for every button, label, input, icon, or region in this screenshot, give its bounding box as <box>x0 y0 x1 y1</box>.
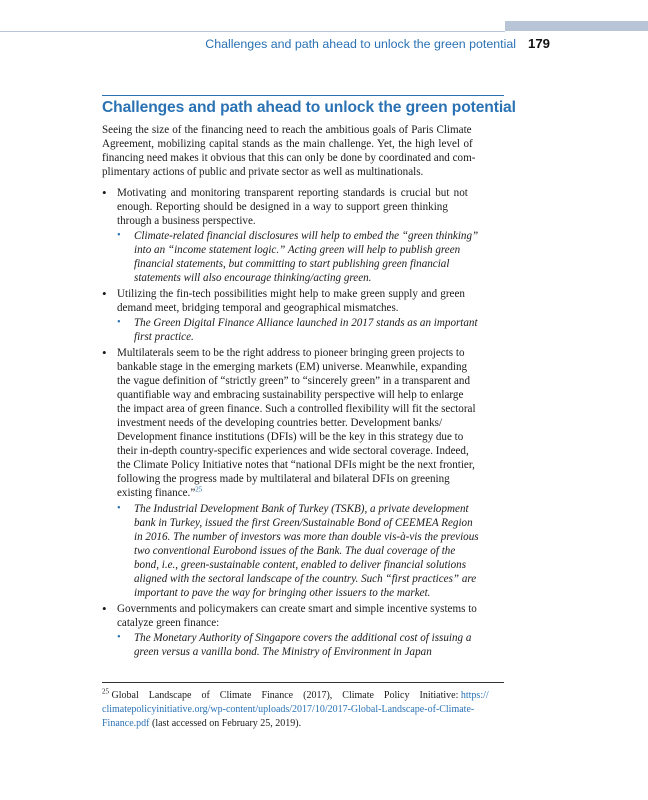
sub-bullet-line: into an “income statement logic.” Acting green will help to publish green <box>134 244 461 256</box>
bullet-line: Motivating and monitoring transparent reporting standards is crucial but not <box>117 187 468 199</box>
intro-line: Seeing the size of the financing need to reach the ambitious goals of Paris Climate <box>102 124 472 136</box>
sub-bullet-line: The Green Digital Finance Alliance launched in 2017 stands as an important <box>134 317 478 329</box>
section-rule <box>102 95 504 96</box>
bullet-line: quantifiable way and embracing sustainability perspective will help to enlarge <box>117 389 464 401</box>
sub-bullet-line: financial statements, but committing to start publishing green financial <box>134 258 450 270</box>
intro-line: Agreement, mobilizing capital stands as the main challenge. Yet, the high level of <box>102 138 473 150</box>
sub-bullet-line: aligned with the sectoral landscape of the country. Such “first practices” are <box>134 573 477 585</box>
page-number: 179 <box>527 36 550 51</box>
running-header <box>100 36 550 51</box>
bullet-marker: • <box>102 286 107 301</box>
bullet-line: bankable stage in the emerging markets (EM) universe. Meanwhile, expanding <box>117 361 468 373</box>
bullet-line: Governments and policymakers can create smart and simple incentive systems to <box>117 603 477 615</box>
footnote-reference[interactable]: 25 <box>195 485 203 494</box>
sub-bullet-line: important to pave the way for bringing other issuers to the market. <box>134 587 431 599</box>
footnote-line <box>102 703 474 717</box>
sub-bullet-line: bank in Turkey, issued the first Green/Sustainable Bond of CEEMEA Region <box>134 517 473 529</box>
header-rule <box>0 31 505 32</box>
sub-bullet-marker: • <box>117 503 121 514</box>
sub-bullet-marker: • <box>117 632 121 643</box>
bullet-line: their in-depth country-specific experiences and wide sectoral coverage. Indeed, <box>117 445 469 457</box>
bullet-line: the vague definition of “strictly green” to “sincerely green” in a transparent and <box>117 375 471 387</box>
footnote-link[interactable]: Finance.pdf <box>102 718 150 729</box>
footnote-line: Finance.pdf (last accessed on February 25, 2019). <box>102 718 302 729</box>
bullet-line: following the progress made by multilateral and bilateral DFIs on greening <box>117 473 450 485</box>
sub-bullet-line: bond, i.e., green-sustainable content, enabled to deliver financial solutions <box>134 559 467 571</box>
sub-bullet-marker: • <box>117 317 121 328</box>
footnote-rule <box>102 682 504 683</box>
bullet-marker: • <box>102 185 107 200</box>
sub-bullet-line: green versus a vanilla bond. The Ministry of Environment in Japan <box>134 646 432 658</box>
section-title: Challenges and path ahead to unlock the green potential <box>102 99 516 116</box>
header-accent-bar <box>505 21 648 31</box>
sub-bullet-line: two conventional Eurobond issues of the Bank. The dual coverage of the <box>134 545 456 557</box>
intro-line: plimentary actions of public and private sector as well as multinationals. <box>102 166 424 178</box>
footnote-line: $^{25}$ Global Landscape of Climate Finance (2017), Climate Policy Initiative: https:// <box>102 687 489 701</box>
bullet-marker: • <box>102 345 107 360</box>
bullet-line: catalyze green finance: <box>117 617 220 629</box>
footnote-link[interactable]: climatepolicyinitiative.org/wp-content/uploads/2017/10/2017-Global-Landscape-of-Climate- <box>102 704 475 715</box>
bullet-marker: • <box>102 601 107 616</box>
sub-bullet-line: statements will also encourage thinking/acting green. <box>134 272 372 284</box>
sub-bullet-marker: • <box>117 230 121 241</box>
sub-bullet-line: first practice. <box>134 331 194 343</box>
footnote-number: 25 <box>102 687 109 696</box>
running-header-title: Challenges and path ahead to unlock the green potential <box>205 37 516 51</box>
bullet-line: Development finance institutions (DFIs) will be the key in this strategy due to <box>117 431 464 443</box>
bullet-line: the Climate Policy Initiative notes that “national DFIs might be the next frontier, <box>117 459 475 471</box>
bullet-line: investment needs of the developing countries better. Development banks/ <box>117 417 443 429</box>
sub-bullet-line: in 2016. The number of investors was more than double vis-à-vis the previous <box>134 531 479 543</box>
bullet-line: existing finance.”$^{25}$ <box>117 485 203 499</box>
footnote-link[interactable]: https:// <box>460 690 489 701</box>
bullet-line: the impact area of green finance. Such a controlled flexibility will fit the sectoral <box>117 403 476 415</box>
bullet-line: enough. Reporting should be designed in a way to support green thinking <box>117 201 448 213</box>
bullet-line: Multilaterals seem to be the right address to pioneer bringing green projects to <box>117 347 465 359</box>
sub-bullet-line: The Industrial Development Bank of Turkey (TSKB), a private development <box>134 503 469 515</box>
sub-bullet-line: Climate-related financial disclosures will help to embed the “green thinking” <box>134 230 479 242</box>
bullet-line: demand meet, bridging temporal and geographical mismatches. <box>117 302 399 314</box>
bullet-line: through a business perspective. <box>117 215 256 227</box>
bullet-line: Utilizing the fin-tech possibilities might help to make green supply and green <box>117 288 465 300</box>
sub-bullet-line: The Monetary Authority of Singapore covers the additional cost of issuing a <box>134 632 472 644</box>
intro-line: financing need makes it obvious that this can only be done by coordinated and com- <box>102 152 476 164</box>
